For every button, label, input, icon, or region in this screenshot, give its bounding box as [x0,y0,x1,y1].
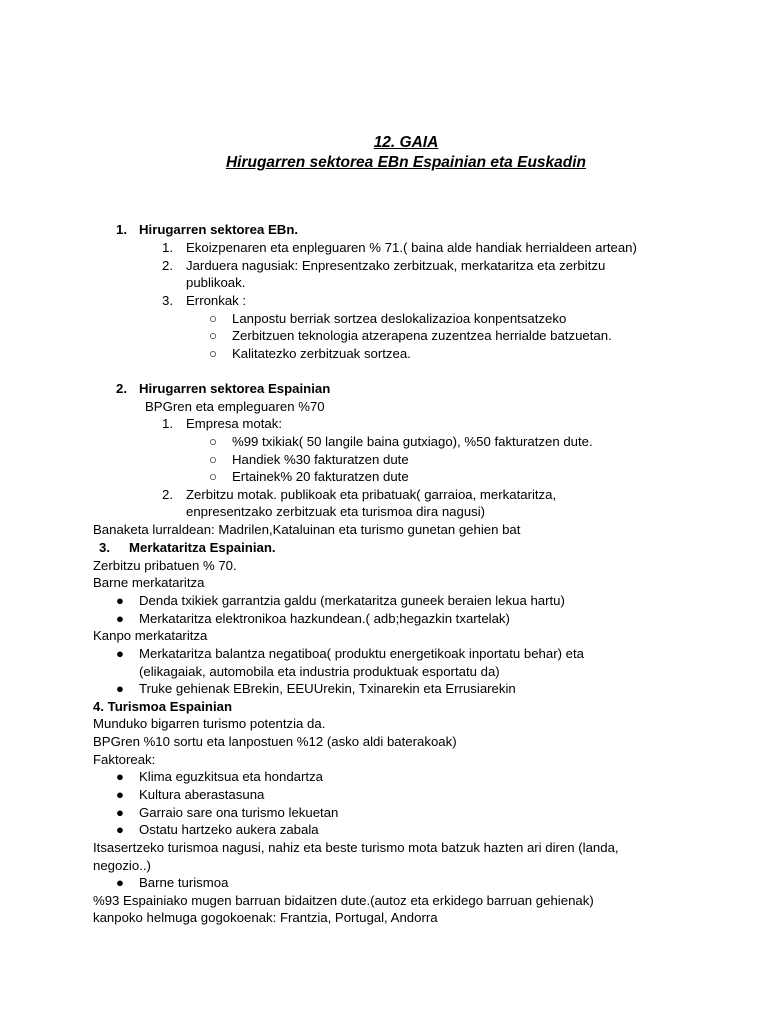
bullet-icon: ● [116,611,124,626]
list-item: Klima eguzkitsua eta hondartza [139,769,324,784]
list-item: Merkataritza elektronikoa hazkundean.( adb;hegazkin txartelak) [139,611,510,626]
paragraph: Itsasertzeko turismoa nagusi, nahiz eta beste turismo mota batzuk hazten ari diren (landa, [93,840,619,855]
list-item: Ostatu hartzeko aukera zabala [139,822,319,837]
list-item: Merkataritza balantza negatiboa( produktu energetikoak inportatu behar) eta [139,646,584,661]
list-number: 2. [162,487,173,502]
list-item: Kultura aberastasuna [139,787,265,802]
section-3-number: 3. [99,540,110,555]
circle-bullet-icon: ○ [209,452,217,467]
paragraph: BPGren %10 sortu eta lanpostuen %12 (asko aldi baterakoak) [93,734,457,749]
list-item-continuation: (elikagaiak, automobila eta industria produktuak esportatu da) [139,664,500,679]
list-item: Zerbitzuen teknologia atzerapena zuzentzea herrialde batzuetan. [232,328,612,343]
circle-bullet-icon: ○ [209,346,217,361]
bullet-icon: ● [116,875,124,890]
circle-bullet-icon: ○ [209,311,217,326]
bullet-icon: ● [116,681,124,696]
list-item: Empresa motak: [186,416,283,431]
paragraph: Banaketa lurraldean: Madrilen,Kataluinan eta turismo gunetan gehien bat [93,522,521,537]
list-item: Ertainek% 20 fakturatzen dute [232,469,409,484]
list-item: Handiek %30 fakturatzen dute [232,452,409,467]
list-item: Zerbitzu motak. publikoak eta pribatuak( garraioa, merkataritza, [186,487,557,502]
section-1-number: 1. [116,222,127,237]
list-number: 1. [162,240,173,255]
paragraph: kanpoko helmuga gogokoenak: Frantzia, Portugal, Andorra [93,910,438,925]
subheading: Kanpo merkataritza [93,628,208,643]
circle-bullet-icon: ○ [209,328,217,343]
subheading: Barne merkataritza [93,575,205,590]
list-item: Erronkak : [186,293,247,308]
section-1-heading: Hirugarren sektorea EBn. [139,222,299,237]
list-item: Garraio sare ona turismo lekuetan [139,805,339,820]
list-item: %99 txikiak( 50 langile baina gutxiago), %50 fakturatzen dute. [232,434,593,449]
list-item: Kalitatezko zerbitzuak sortzea. [232,346,411,361]
list-item: Jarduera nagusiak: Enpresentzako zerbitzuak, merkataritza eta zerbitzu [186,258,606,273]
list-item: Denda txikiek garrantzia galdu (merkataritza guneek beraien lekua hartu) [139,593,565,608]
section-4-heading: 4. Turismoa Espainian [93,699,232,714]
bullet-icon: ● [116,646,124,661]
paragraph: Munduko bigarren turismo potentzia da. [93,716,326,731]
list-number: 1. [162,416,173,431]
paragraph: Zerbitzu pribatuen % 70. [93,558,237,573]
section-2-intro: BPGren eta empleguaren %70 [145,399,325,414]
section-3-heading: Merkataritza Espainian. [129,540,276,555]
bullet-icon: ● [116,593,124,608]
bullet-icon: ● [116,787,124,802]
doc-title: Hirugarren sektorea EBn Espainian eta Euskadin [225,154,587,171]
list-item: Ekoizpenaren eta enpleguaren % 71.( baina alde handiak herrialdeen artean) [186,240,637,255]
section-2-number: 2. [116,381,127,396]
circle-bullet-icon: ○ [209,434,217,449]
list-item: Lanpostu berriak sortzea deslokalizazioa konpentsatzeko [232,311,567,326]
list-item-continuation: enpresentzako zerbitzuak eta turismoa dira nagusi) [186,504,486,519]
subheading: Faktoreak: [93,752,156,767]
bullet-icon: ● [116,805,124,820]
list-item: Truke gehienak EBrekin, EEUUrekin, Txinarekin eta Errusiarekin [139,681,516,696]
bullet-icon: ● [116,822,124,837]
list-item-continuation: publikoak. [186,275,246,290]
doc-title-number: 12. GAIA [373,134,439,151]
bullet-icon: ● [116,769,124,784]
list-number: 2. [162,258,173,273]
list-item: Barne turismoa [139,875,229,890]
circle-bullet-icon: ○ [209,469,217,484]
list-number: 3. [162,293,173,308]
paragraph-continuation: negozio..) [93,858,151,873]
section-2-heading: Hirugarren sektorea Espainian [139,381,331,396]
paragraph: %93 Espainiako mugen barruan bidaitzen dute.(autoz eta erkidego barruan gehienak) [93,893,594,908]
